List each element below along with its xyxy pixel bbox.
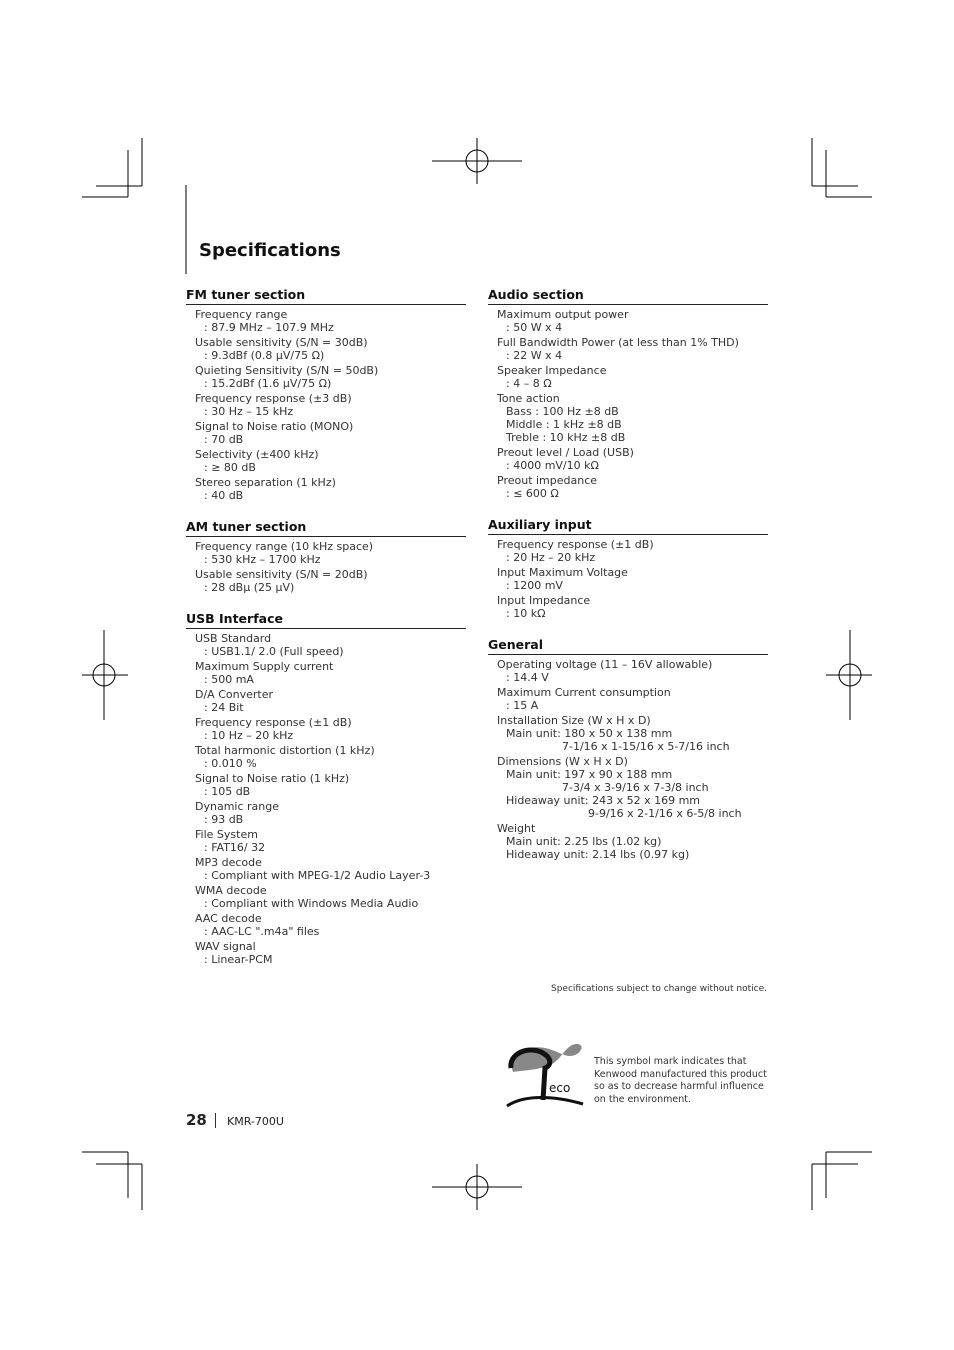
spec-label: MP3 decode <box>195 856 262 869</box>
spec-label: Usable sensitivity (S/N = 20dB) <box>195 568 368 581</box>
spec-label: Full Bandwidth Power (at less than 1% THD) <box>497 336 739 349</box>
spec-list <box>488 535 768 620</box>
spec-value: Middle : 1 kHz ±8 dB <box>506 418 622 431</box>
spec-label: WAV signal <box>195 940 256 953</box>
change-notice: Specifications subject to change without notice. <box>551 984 767 994</box>
spec-value: : 530 kHz – 1700 kHz <box>204 553 321 566</box>
spec-label: Stereo separation (1 kHz) <box>195 476 336 489</box>
spec-label: AAC decode <box>195 912 262 925</box>
spec-label: Selectivity (±400 kHz) <box>195 448 319 461</box>
spec-item <box>497 714 768 753</box>
spec-value: : 20 Hz – 20 kHz <box>506 551 596 564</box>
spec-item <box>195 800 466 826</box>
spec-label: WMA decode <box>195 884 267 897</box>
spec-value: Main unit: 197 x 90 x 188 mm <box>506 768 673 781</box>
spec-value: : 70 dB <box>204 433 244 446</box>
spec-label: Dimensions (W x H x D) <box>497 755 628 768</box>
spec-item <box>195 420 466 446</box>
spec-item <box>497 658 768 684</box>
spec-label: D/A Converter <box>195 688 273 701</box>
spec-section <box>488 517 768 620</box>
spec-value: : 9.3dBf (0.8 µV/75 Ω) <box>204 349 325 362</box>
spec-list <box>488 655 768 861</box>
spec-item <box>195 828 466 854</box>
spec-value: Hideaway unit: 2.14 lbs (0.97 kg) <box>506 848 690 861</box>
spec-item <box>195 772 466 798</box>
spec-label: Operating voltage (11 – 16V allowable) <box>497 658 713 671</box>
spec-value: : USB1.1/ 2.0 (Full speed) <box>204 645 344 658</box>
spec-item <box>195 688 466 714</box>
spec-value: Bass : 100 Hz ±8 dB <box>506 405 619 418</box>
spec-label: Maximum output power <box>497 308 629 321</box>
spec-value: : 50 W x 4 <box>506 321 563 334</box>
spec-label: Installation Size (W x H x D) <box>497 714 651 727</box>
spec-label: Weight <box>497 822 536 835</box>
page-number: 28 <box>186 1111 207 1129</box>
spec-item <box>195 856 466 882</box>
spec-item <box>195 336 466 362</box>
svg-text:eco: eco <box>549 1081 571 1095</box>
spec-value: : 0.010 % <box>204 757 257 770</box>
spec-label: Signal to Noise ratio (1 kHz) <box>195 772 350 785</box>
spec-item <box>497 364 768 390</box>
spec-label: Preout impedance <box>497 474 598 487</box>
spec-label: Frequency response (±1 dB) <box>497 538 654 551</box>
spec-label: Signal to Noise ratio (MONO) <box>195 420 354 433</box>
section-heading: USB Interface <box>186 611 466 629</box>
spec-label: Frequency range (10 kHz space) <box>195 540 374 553</box>
spec-item <box>497 755 768 820</box>
spec-value: : 10 kΩ <box>506 607 546 620</box>
spec-item <box>497 308 768 334</box>
spec-value: Main unit: 2.25 lbs (1.02 kg) <box>506 835 662 848</box>
spec-label: Total harmonic distortion (1 kHz) <box>195 744 375 757</box>
spec-value: Hideaway unit: 243 x 52 x 169 mm <box>506 794 700 807</box>
spec-value: : FAT16/ 32 <box>204 841 266 854</box>
page-title: Specifications <box>199 240 341 261</box>
footer-divider <box>215 1113 216 1128</box>
spec-item <box>497 686 768 712</box>
spec-section <box>488 287 768 500</box>
spec-item <box>497 538 768 564</box>
spec-value: : 87.9 MHz – 107.9 MHz <box>204 321 334 334</box>
section-heading: Auxiliary input <box>488 517 768 535</box>
spec-value: : Compliant with MPEG-1/2 Audio Layer-3 <box>204 869 431 882</box>
spec-section <box>488 637 768 861</box>
spec-value: : 14.4 V <box>506 671 549 684</box>
spec-label: Maximum Supply current <box>195 660 334 673</box>
spec-item <box>195 476 466 502</box>
spec-item <box>195 716 466 742</box>
spec-value: : 15 A <box>506 699 539 712</box>
spec-value: : 500 mA <box>204 673 254 686</box>
spec-value: : 22 W x 4 <box>506 349 563 362</box>
spec-value: : 28 dBµ (25 µV) <box>204 581 295 594</box>
spec-value: Treble : 10 kHz ±8 dB <box>506 431 626 444</box>
spec-value: 7-3/4 x 3-9/16 x 7-3/8 inch <box>562 781 709 794</box>
spec-value: : 4000 mV/10 kΩ <box>506 459 599 472</box>
spec-value: 7-1/16 x 1-15/16 x 5-7/16 inch <box>562 740 730 753</box>
spec-label: Frequency response (±3 dB) <box>195 392 352 405</box>
spec-item <box>497 594 768 620</box>
section-heading: General <box>488 637 768 655</box>
section-heading: Audio section <box>488 287 768 305</box>
section-heading: FM tuner section <box>186 287 466 305</box>
spec-item <box>195 744 466 770</box>
spec-item <box>497 566 768 592</box>
spec-section <box>186 519 466 594</box>
spec-value: : 10 Hz – 20 kHz <box>204 729 294 742</box>
spec-item <box>195 940 466 966</box>
spec-value: : 30 Hz – 15 kHz <box>204 405 294 418</box>
spec-value: : 24 Bit <box>204 701 244 714</box>
spec-label: Dynamic range <box>195 800 279 813</box>
spec-item <box>195 392 466 418</box>
spec-item <box>195 884 466 910</box>
spec-list <box>488 305 768 500</box>
spec-item <box>497 474 768 500</box>
spec-label: Speaker Impedance <box>497 364 607 377</box>
spec-item <box>195 364 466 390</box>
spec-item <box>195 632 466 658</box>
spec-list <box>186 537 466 594</box>
spec-item <box>497 446 768 472</box>
spec-item <box>497 392 768 444</box>
eco-description: This symbol mark indicates that Kenwood manufactured this product so as to decrease harmful influence on the environment. <box>594 1056 767 1105</box>
spec-value: Main unit: 180 x 50 x 138 mm <box>506 727 673 740</box>
left-column <box>186 287 466 983</box>
spec-list <box>186 629 466 966</box>
spec-item <box>195 568 466 594</box>
spec-value: : ≥ 80 dB <box>204 461 256 474</box>
spec-value: : ≤ 600 Ω <box>506 487 559 500</box>
right-column <box>488 287 768 878</box>
spec-label: Input Impedance <box>497 594 591 607</box>
spec-value: : Linear-PCM <box>204 953 273 966</box>
spec-label: USB Standard <box>195 632 272 645</box>
spec-item <box>195 660 466 686</box>
spec-value: : 1200 mV <box>506 579 563 592</box>
spec-label: Maximum Current consumption <box>497 686 671 699</box>
model-name: KMR-700U <box>227 1115 284 1128</box>
spec-section <box>186 611 466 966</box>
section-heading: AM tuner section <box>186 519 466 537</box>
spec-label: Usable sensitivity (S/N = 30dB) <box>195 336 368 349</box>
spec-label: File System <box>195 828 258 841</box>
spec-label: Preout level / Load (USB) <box>497 446 634 459</box>
spec-item <box>195 912 466 938</box>
spec-label: Tone action <box>497 392 560 405</box>
spec-item <box>195 448 466 474</box>
spec-label: Frequency range <box>195 308 288 321</box>
eco-logo-icon <box>505 1042 587 1110</box>
spec-value: : 105 dB <box>204 785 251 798</box>
spec-value: : 4 – 8 Ω <box>506 377 552 390</box>
spec-value: 9-9/16 x 2-1/16 x 6-5/8 inch <box>588 807 742 820</box>
spec-item <box>497 822 768 861</box>
spec-value: : Compliant with Windows Media Audio <box>204 897 419 910</box>
spec-item <box>195 308 466 334</box>
spec-item <box>497 336 768 362</box>
spec-value: : 15.2dBf (1.6 µV/75 Ω) <box>204 377 332 390</box>
spec-label: Quieting Sensitivity (S/N = 50dB) <box>195 364 379 377</box>
spec-list <box>186 305 466 502</box>
spec-value: : AAC-LC ".m4a" files <box>204 925 320 938</box>
spec-label: Input Maximum Voltage <box>497 566 628 579</box>
spec-value: : 93 dB <box>204 813 244 826</box>
spec-value: : 40 dB <box>204 489 244 502</box>
spec-section <box>186 287 466 502</box>
spec-label: Frequency response (±1 dB) <box>195 716 352 729</box>
spec-item <box>195 540 466 566</box>
